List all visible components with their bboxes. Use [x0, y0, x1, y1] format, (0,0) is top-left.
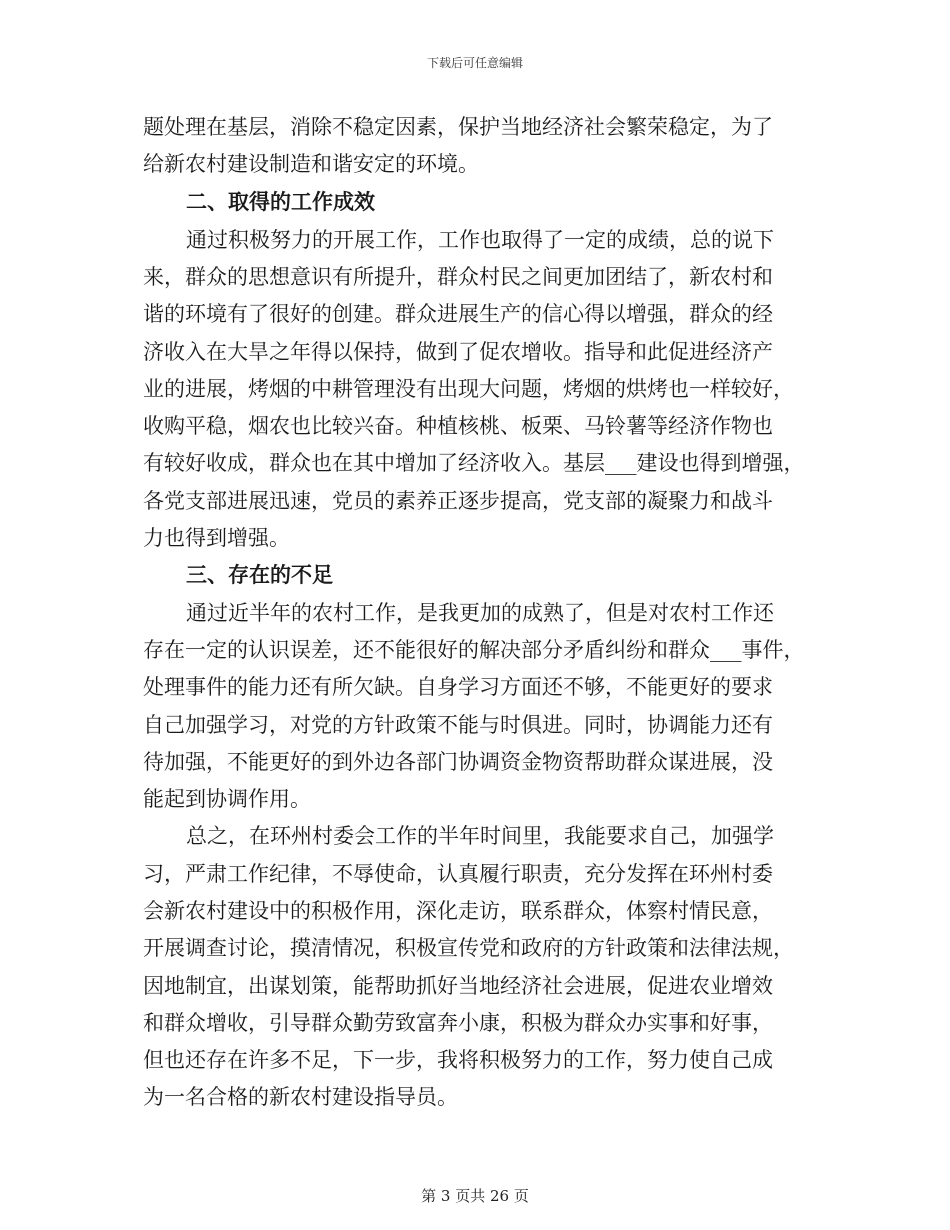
- body-line: 力也得到增强。: [143, 526, 290, 550]
- body-line: 通过积极努力的开展工作，工作也取得了一定的成绩，总的说下: [186, 228, 774, 252]
- body-line: 济收入在大旱之年得以保持，做到了促农增收。指导和此促进经济产: [143, 340, 773, 364]
- page-footer: 第 3 页共 26 页: [421, 1187, 529, 1205]
- body-line: 处理事件的能力还有所欠缺。自身学习方面还不够，不能更好的要求: [143, 675, 773, 699]
- body-line: 开展调查讨论，摸清情况，积极宣传党和政府的方针政策和法律法规，: [143, 936, 794, 960]
- page-header: 下载后可任意编辑: [426, 56, 523, 70]
- body-line: 但也还存在许多不足，下一步，我将积极努力的工作，努力使自己成: [143, 1048, 773, 1072]
- section-heading: 二、取得的工作成效: [186, 189, 375, 214]
- body-line: 各党支部进展迅速，党员的素养正逐步提高，党支部的凝聚力和战斗: [143, 489, 773, 513]
- body-line: 收购平稳，烟农也比较兴奋。种植核桃、板栗、马铃薯等经济作物也: [143, 414, 773, 438]
- body-line: 待加强，不能更好的到外边各部门协调资金物资帮助群众谋进展，没: [143, 750, 773, 774]
- body-line: 能起到协调作用。: [143, 787, 311, 811]
- body-line: 总之，在环州村委会工作的半年时间里，我能要求自己，加强学: [186, 824, 774, 848]
- body-line: 存在一定的认识误差，还不能很好的解决部分矛盾纠纷和群众___事件，: [143, 638, 805, 662]
- body-line: 自己加强学习，对党的方针政策不能与时俱进。同时，协调能力还有: [143, 713, 773, 737]
- body-line: 因地制宜，出谋划策，能帮助抓好当地经济社会进展，促进农业增效: [143, 974, 773, 998]
- body-line: 有较好收成，群众也在其中增加了经济收入。基层___建设也得到增强，: [143, 451, 805, 475]
- body-line: 来，群众的思想意识有所提升，群众村民之间更加团结了，新农村和: [143, 265, 773, 289]
- body-line: 业的进展，烤烟的中耕管理没有出现大问题，烤烟的烘烤也一样较好，: [143, 377, 794, 401]
- body-line: 通过近半年的农村工作，是我更加的成熟了，但是对农村工作还: [186, 601, 774, 625]
- body-line: 和群众增收，引导群众勤劳致富奔小康，积极为群众办实事和好事，: [143, 1011, 773, 1035]
- body-line: 题处理在基层，消除不稳定因素，保护当地经济社会繁荣稳定，为了: [143, 115, 773, 139]
- body-line: 习，严肃工作纪律，不辱使命，认真履行职责，充分发挥在环州村委: [143, 862, 773, 886]
- body-line: 给新农村建设制造和谐安定的环境。: [143, 152, 479, 176]
- body-line: 会新农村建设中的积极作用，深化走访，联系群众，体察村情民意，: [143, 899, 773, 923]
- body-line: 为一名合格的新农村建设指导员。: [143, 1085, 458, 1109]
- section-heading: 三、存在的不足: [186, 562, 333, 587]
- body-line: 谐的环境有了很好的创建。群众进展生产的信心得以增强，群众的经: [143, 302, 773, 326]
